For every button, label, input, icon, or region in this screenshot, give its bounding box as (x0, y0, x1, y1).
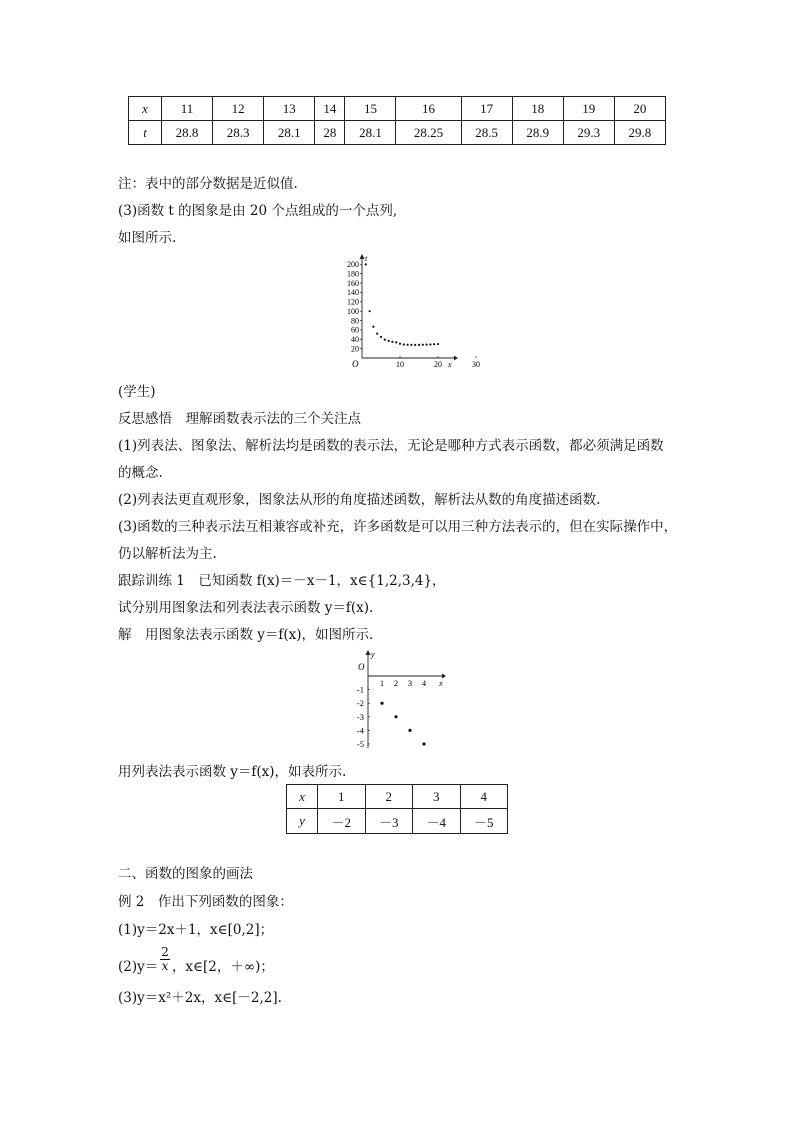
data-point (410, 344, 412, 346)
table-cell: －3 (365, 809, 413, 834)
table-row-x (287, 785, 508, 809)
table-cell: 3 (413, 785, 461, 809)
y-axis-label: t (365, 254, 368, 263)
table-cell: 28.5 (461, 121, 512, 145)
table-cell: 18 (512, 97, 563, 121)
y-tick-label: -1 (356, 684, 364, 695)
table-cell: 16 (396, 97, 461, 121)
scatter-graph-t (336, 252, 480, 372)
data-point (365, 263, 367, 265)
x-tick-label: 3 (407, 678, 413, 688)
solution-label: 解 (118, 627, 132, 643)
data-point (414, 344, 416, 346)
x-axis-label: x (448, 360, 452, 369)
origin-label: O (358, 662, 365, 672)
y-tick-label: 180 (347, 269, 359, 279)
table-cell: －4 (413, 809, 461, 834)
row-label: x (287, 785, 318, 809)
data-point (369, 310, 371, 312)
table-cell: 28.1 (264, 121, 315, 145)
table-cell: 28.25 (396, 121, 461, 145)
item2-suffix: ，x∈[2，＋∞)； (171, 959, 274, 975)
example-label: 例 2 (118, 894, 145, 910)
example-item-1: (1)y＝2x＋1，x∈[0,2]； (118, 922, 274, 938)
y-axis-arrow (366, 650, 371, 655)
reflection-point-1b: 的概念. (118, 465, 163, 481)
x-tick-label: 1 (379, 678, 385, 688)
item2-prefix: (2)y＝ (118, 959, 159, 975)
table-cell: 12 (213, 97, 264, 121)
y-tick-label: 40 (351, 335, 359, 345)
table-note: 注：表中的部分数据是近似值. (118, 176, 298, 192)
reflection-point-3a: (3)函数的三种表示法互相兼容或补充，许多函数是可以用三种方法表示的，但在实际操作中， (118, 519, 678, 535)
y-tick-label: 200 (347, 260, 359, 270)
training-label: 跟踪训练 1 (118, 573, 185, 589)
table-cell: －2 (318, 809, 366, 834)
data-point (422, 742, 425, 745)
fraction-numerator: 2 (161, 945, 169, 959)
origin-label: O (352, 359, 359, 369)
y-tick-label: 60 (351, 325, 359, 335)
scatter-graph-y (340, 648, 448, 750)
y-tick-label: -2 (356, 698, 364, 709)
data-point (395, 341, 397, 343)
data-point (429, 343, 431, 345)
table-cell: 13 (264, 97, 315, 121)
reflection-title: 反思感悟 理解函数表示法的三个关注点 (118, 411, 361, 427)
y-tick-label: 100 (347, 306, 359, 316)
table-cell: 11 (162, 97, 213, 121)
data-point (403, 343, 405, 345)
x-axis-arrow (442, 674, 446, 679)
example-item-3: (3)y＝x²＋2x，x∈[－2,2]. (118, 990, 282, 1006)
student-tag: (学生) (118, 384, 156, 400)
table-cell: 17 (461, 97, 512, 121)
data-point (437, 343, 439, 345)
data-point (384, 338, 386, 340)
data-point (394, 715, 397, 718)
data-point (380, 702, 383, 705)
y-tick-label: 160 (347, 278, 359, 288)
y-tick-label: 140 (347, 288, 359, 298)
reflection-point-1a: (1)列表法、图象法、解析法均是函数的表示法，无论是哪种方式表示函数，都必须满足函数 (118, 438, 664, 454)
data-point (433, 343, 435, 345)
training-text: 已知函数 f(x)＝－x－1，x∈{1,2,3,4}， (198, 573, 446, 589)
example-item-2 (118, 946, 274, 976)
solution-line (118, 623, 373, 643)
data-table-x-t (128, 96, 666, 145)
table-cell: 20 (614, 97, 665, 121)
example-2 (118, 890, 293, 910)
fraction (160, 946, 170, 973)
table-cell: 4 (460, 785, 508, 809)
table-cell: 19 (563, 97, 614, 121)
x-tick-label: 20 (434, 360, 442, 369)
data-point (399, 343, 401, 345)
table-cell: 14 (315, 97, 345, 121)
y-tick-label: 20 (351, 344, 359, 354)
solution-text: 用图象法表示函数 y＝f(x)，如图所示. (145, 627, 374, 643)
row-label: t (129, 121, 162, 145)
table-row-y (287, 809, 508, 834)
y-tick-label: -4 (356, 725, 364, 736)
example-text: 作出下列函数的图象： (157, 894, 293, 910)
paragraph-3b: 如图所示. (118, 230, 177, 246)
data-point (422, 344, 424, 346)
data-point (407, 344, 409, 346)
table-cell: －5 (460, 809, 508, 834)
x-tick-label: 4 (421, 678, 427, 688)
data-point (418, 344, 420, 346)
data-table-x-y (286, 784, 508, 834)
y-axis-arrow (360, 254, 365, 259)
y-tick-label: 80 (351, 316, 359, 326)
table-cell: 2 (365, 785, 413, 809)
table-cell: 28.8 (162, 121, 213, 145)
section-heading: 二、函数的图象的画法 (118, 866, 253, 882)
data-point (372, 326, 374, 328)
table-cell: 28.1 (345, 121, 396, 145)
row-label: x (129, 97, 162, 121)
row-label: y (287, 809, 318, 834)
data-point (388, 340, 390, 342)
data-point (426, 344, 428, 346)
table-cell: 28.9 (512, 121, 563, 145)
y-tick-label: -5 (356, 739, 364, 749)
y-tick-label: 120 (347, 297, 359, 307)
y-tick-label: -3 (356, 711, 364, 722)
table-cell: 15 (345, 97, 396, 121)
table-row-t (129, 121, 666, 145)
y-axis-label: y (371, 650, 375, 659)
table-intro: 用列表法表示函数 y＝f(x)，如表所示. (118, 764, 347, 780)
reflection-point-2: (2)列表法更直观形象，图象法从形的角度描述函数，解析法从数的角度描述函数. (118, 492, 601, 508)
table-cell: 28 (315, 121, 345, 145)
table-cell: 29.3 (563, 121, 614, 145)
training-problem-2: 试分别用图象法和列表法表示函数 y＝f(x). (118, 600, 374, 616)
data-point (408, 729, 411, 732)
fraction-denominator: x (161, 959, 169, 973)
data-point (376, 333, 378, 335)
table-cell: 28.3 (213, 121, 264, 145)
training-problem (118, 569, 446, 589)
table-row-x (129, 97, 666, 121)
x-tick-label: 30 (472, 360, 480, 369)
reflection-point-3b: 仍以解析法为主. (118, 546, 217, 562)
data-point (391, 341, 393, 343)
x-tick-label: 2 (393, 678, 399, 688)
paragraph-3a: (3)函数 t 的图象是由 20 个点组成的一个点列, (118, 203, 398, 219)
x-tick-label: 10 (396, 360, 404, 369)
table-cell: 1 (318, 785, 366, 809)
data-point (380, 336, 382, 338)
x-axis-arrow (454, 356, 458, 361)
table-cell: 29.8 (614, 121, 665, 145)
x-axis-label: x (439, 679, 443, 688)
